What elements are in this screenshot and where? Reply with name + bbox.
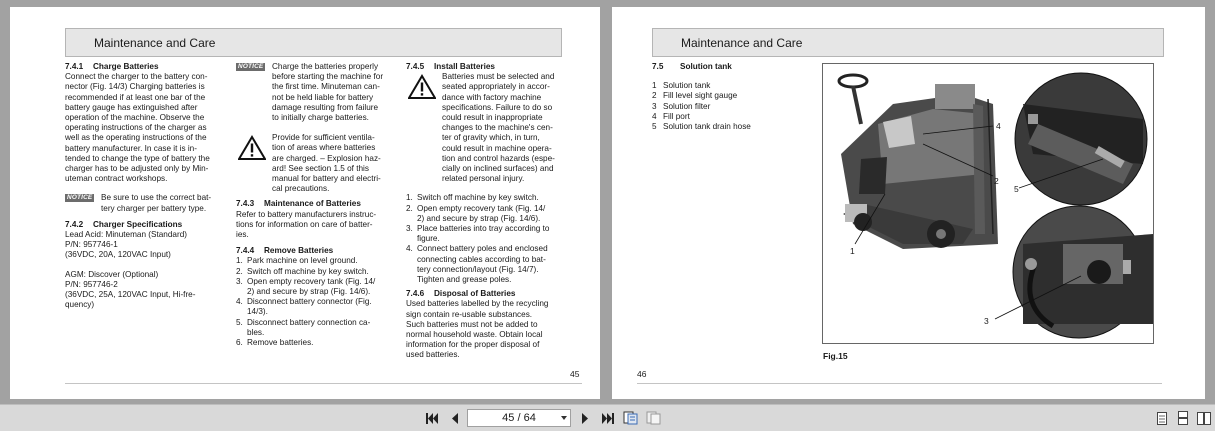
paragraph-charge-batteries: Connect the charger to the battery con- nector (Fig. 14/3) Charging batteries is recommended if at least one bar of the battery gauge has extinguished after operation of the machine. Observe the operating instructions of the charger as well as the operating instructions of the battery manufacturer. In case it is in- tended to change the type of battery the charger has to be adjusted only by Min- uteman contract workshops. — [65, 72, 210, 184]
heading-7-4-2: 7.4.2 Charger Specifications — [65, 219, 183, 229]
legend-item: 5 Solution tank drain hose — [652, 122, 751, 132]
continuous-view-icon[interactable] — [1176, 409, 1190, 427]
footer-rule — [637, 383, 1162, 384]
inset-solution-filter-detail — [1013, 206, 1153, 338]
text-column-3 — [406, 62, 570, 361]
page-number: 45 — [570, 369, 580, 379]
machine-illustration — [823, 64, 1154, 344]
list-item: 5. Disconnect battery connection ca- bles. — [236, 317, 371, 337]
page-number: 46 — [637, 369, 647, 379]
heading-7-5: 7.5 Solution tank — [652, 62, 732, 71]
page-46 — [612, 7, 1205, 399]
lead-acid-spec: Lead Acid: Minuteman (Standard) P/N: 957746-1 (36VDC, 20A, 120VAC Input) — [65, 230, 187, 260]
section-header-bar — [652, 28, 1164, 57]
notice-block-initial-charge: NOTICE Charge the batteries properly before starting the machine for the first time. Minuteman can- not be held liable for battery damage resulting from failure to initially charge batteries. — [238, 62, 384, 123]
callout-label: 1 — [850, 246, 855, 256]
paragraph-maintenance-batteries: Refer to battery manufacturers instruc- tions for information on care of batter- ies. — [236, 209, 377, 240]
install-batteries-steps — [406, 193, 570, 285]
two-page-view-icon[interactable] — [1196, 409, 1212, 427]
agm-spec: AGM: Discover (Optional) P/N: 957746-2 (36VDC, 25A, 120VAC Input, Hi-fre- quency) — [65, 269, 196, 310]
list-item: 1. Switch off machine by key switch. — [406, 193, 539, 203]
section-header-title: Maintenance and Care — [681, 36, 803, 50]
legend-item: 2 Fill level sight gauge — [652, 91, 738, 101]
notice-badge: NOTICE — [67, 194, 93, 202]
heading-7-4-4: 7.4.4 Remove Batteries — [236, 246, 334, 256]
page-copy-icon[interactable] — [622, 409, 638, 427]
warning-triangle-icon — [238, 135, 266, 160]
scrubber-machine-drawing — [839, 75, 998, 249]
heading-7-4-5: 7.4.5 Install Batteries — [406, 62, 495, 71]
chevron-down-icon — [561, 416, 567, 420]
callout-label: 4 — [996, 121, 1001, 131]
text-column-1 — [65, 62, 225, 310]
legend-item: 1 Solution tank — [652, 81, 711, 91]
warning-block-ventilation: Provide for sufficient ventila- tion of areas where batteries are charged. – Explosion haz- ard! See section 1.5 of this manual for battery and electri- cal precautions. — [236, 133, 398, 194]
figure-solution-tank — [822, 63, 1154, 344]
warning-triangle-icon — [408, 74, 436, 99]
prev-page-icon[interactable] — [448, 409, 462, 427]
page-layout-icon[interactable] — [645, 409, 661, 427]
warning-block-install: Batteries must be selected and seated appropriately in accor- dance with factory machine specifications. Failure to do so could result in inappropriate changes to the machine's cen- ter of gravity which, in turn, could result in machine opera- tion and control hazards (espe- cially on inclined surfaces) and related personal injury. — [406, 72, 570, 184]
list-item: 1. Park machine on level ground. — [236, 256, 358, 266]
next-page-icon[interactable] — [578, 409, 592, 427]
section-header-bar — [65, 28, 562, 57]
list-item: 4. Disconnect battery connector (Fig. 14/3). — [236, 297, 372, 317]
notice-badge: NOTICE — [238, 63, 264, 70]
page-45 — [10, 7, 600, 399]
legend-item: 4 Fill port — [652, 111, 690, 121]
callout-label: 2 — [994, 176, 999, 186]
list-item: 3. Place batteries into tray according to figure. — [406, 224, 550, 244]
solution-tank-section — [652, 62, 812, 132]
legend-item: 3 Solution filter — [652, 101, 711, 111]
list-item: 3. Open empty recovery tank (Fig. 14/ 2) and secure by strap (Fig. 14/6). — [236, 276, 376, 297]
notice-block: NOTICE Be sure to use the correct bat- tery charger per battery type. — [67, 193, 212, 213]
page-indicator: 45 / 64 — [502, 412, 536, 424]
viewer-toolbar — [0, 404, 1215, 431]
inset-drain-hose-detail — [1015, 73, 1147, 205]
callout-label: 5 — [1014, 184, 1019, 194]
list-item: 4. Connect battery poles and enclosed connecting cables according to bat- tery connection/layout (Fig. 14/7). Tighten and grease poles. — [406, 244, 548, 285]
last-page-icon[interactable] — [599, 409, 615, 427]
callout-label: 3 — [984, 316, 989, 326]
remove-batteries-steps — [236, 256, 398, 348]
heading-7-4-1: 7.4.1 Charge Batteries — [65, 62, 159, 71]
figure-caption: Fig.15 — [823, 351, 848, 361]
page-number-select[interactable] — [467, 409, 571, 427]
footer-rule — [65, 383, 582, 384]
section-header-title: Maintenance and Care — [94, 36, 216, 50]
heading-7-4-3: 7.4.3 Maintenance of Batteries — [236, 199, 361, 209]
single-page-view-icon[interactable] — [1155, 409, 1169, 427]
heading-7-4-6: 7.4.6 Disposal of Batteries — [406, 289, 516, 299]
text-column-2 — [236, 62, 398, 348]
list-item: 6. Remove batteries. — [236, 338, 314, 348]
paragraph-disposal-batteries: Used batteries labelled by the recycling sign contain re-usable substances. Such batteries must not be added to normal household waste. Obtain local information for the proper disposal of used batteries. — [406, 299, 549, 360]
parts-legend — [652, 81, 812, 132]
list-item: 2. Open empty recovery tank (Fig. 14/ 2) and secure by strap (Fig. 14/6). — [406, 203, 546, 223]
first-page-icon[interactable] — [424, 409, 440, 427]
list-item: 2. Switch off machine by key switch. — [236, 266, 369, 276]
